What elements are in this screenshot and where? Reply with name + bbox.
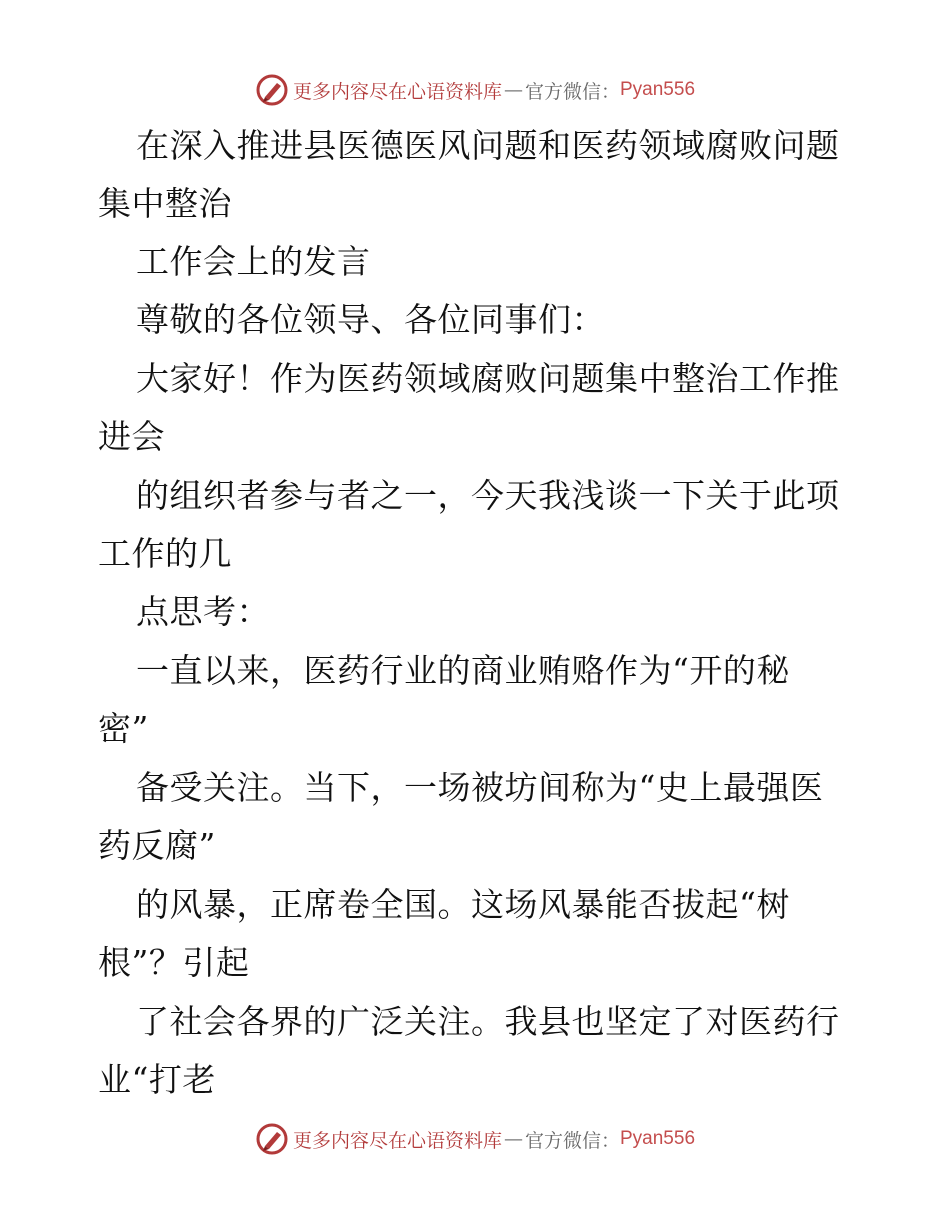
text-line: 的风暴，正席卷全国。这场风暴能否拔起“树 [136, 885, 790, 924]
text-line: 业“打老 [98, 1060, 216, 1099]
text-line: 药反腐” [98, 826, 216, 865]
text-line: 尊敬的各位领导、各位同事们： [136, 300, 605, 339]
banner-wechat-id: Pyan556 [620, 1128, 696, 1149]
text-line: 根”？引起 [98, 943, 250, 982]
text-line: 点思考： [136, 592, 270, 631]
text-line: 工作会上的发言 [136, 242, 371, 281]
pen-logo-icon [255, 1122, 289, 1156]
header-watermark-banner [0, 72, 950, 108]
banner-wechat-id: Pyan556 [620, 79, 696, 100]
text-line: 密” [98, 709, 149, 748]
text-line: 备受关注。当下，一场被坊间称为“史上最强医 [136, 768, 824, 807]
banner-wechat-label: 官方微信： [524, 80, 620, 103]
banner-wechat-label: 官方微信： [524, 1129, 620, 1152]
text-line: 一直以来，医药行业的商业贿赂作为“开的秘 [136, 651, 790, 690]
text-line: 进会 [98, 417, 165, 456]
text-line: 在深入推进县医德医风问题和医药领域腐败问题 [136, 126, 840, 165]
text-line: 集中整治 [98, 184, 232, 223]
banner-text: 更多内容尽在心语资料库 [292, 1129, 502, 1152]
banner-text: 更多内容尽在心语资料库 [292, 80, 502, 103]
text-line: 的组织者参与者之一，今天我浅谈一下关于此项 [136, 476, 840, 515]
pen-logo-icon [255, 73, 289, 107]
banner-separator: — [503, 79, 523, 101]
footer-watermark-banner [0, 1121, 950, 1157]
banner-separator: — [503, 1128, 523, 1150]
text-line: 了社会各界的广泛关注。我县也坚定了对医药行 [136, 1002, 840, 1041]
text-line: 大家好！作为医药领域腐败问题集中整治工作推 [136, 359, 840, 398]
text-line: 工作的几 [98, 534, 232, 573]
